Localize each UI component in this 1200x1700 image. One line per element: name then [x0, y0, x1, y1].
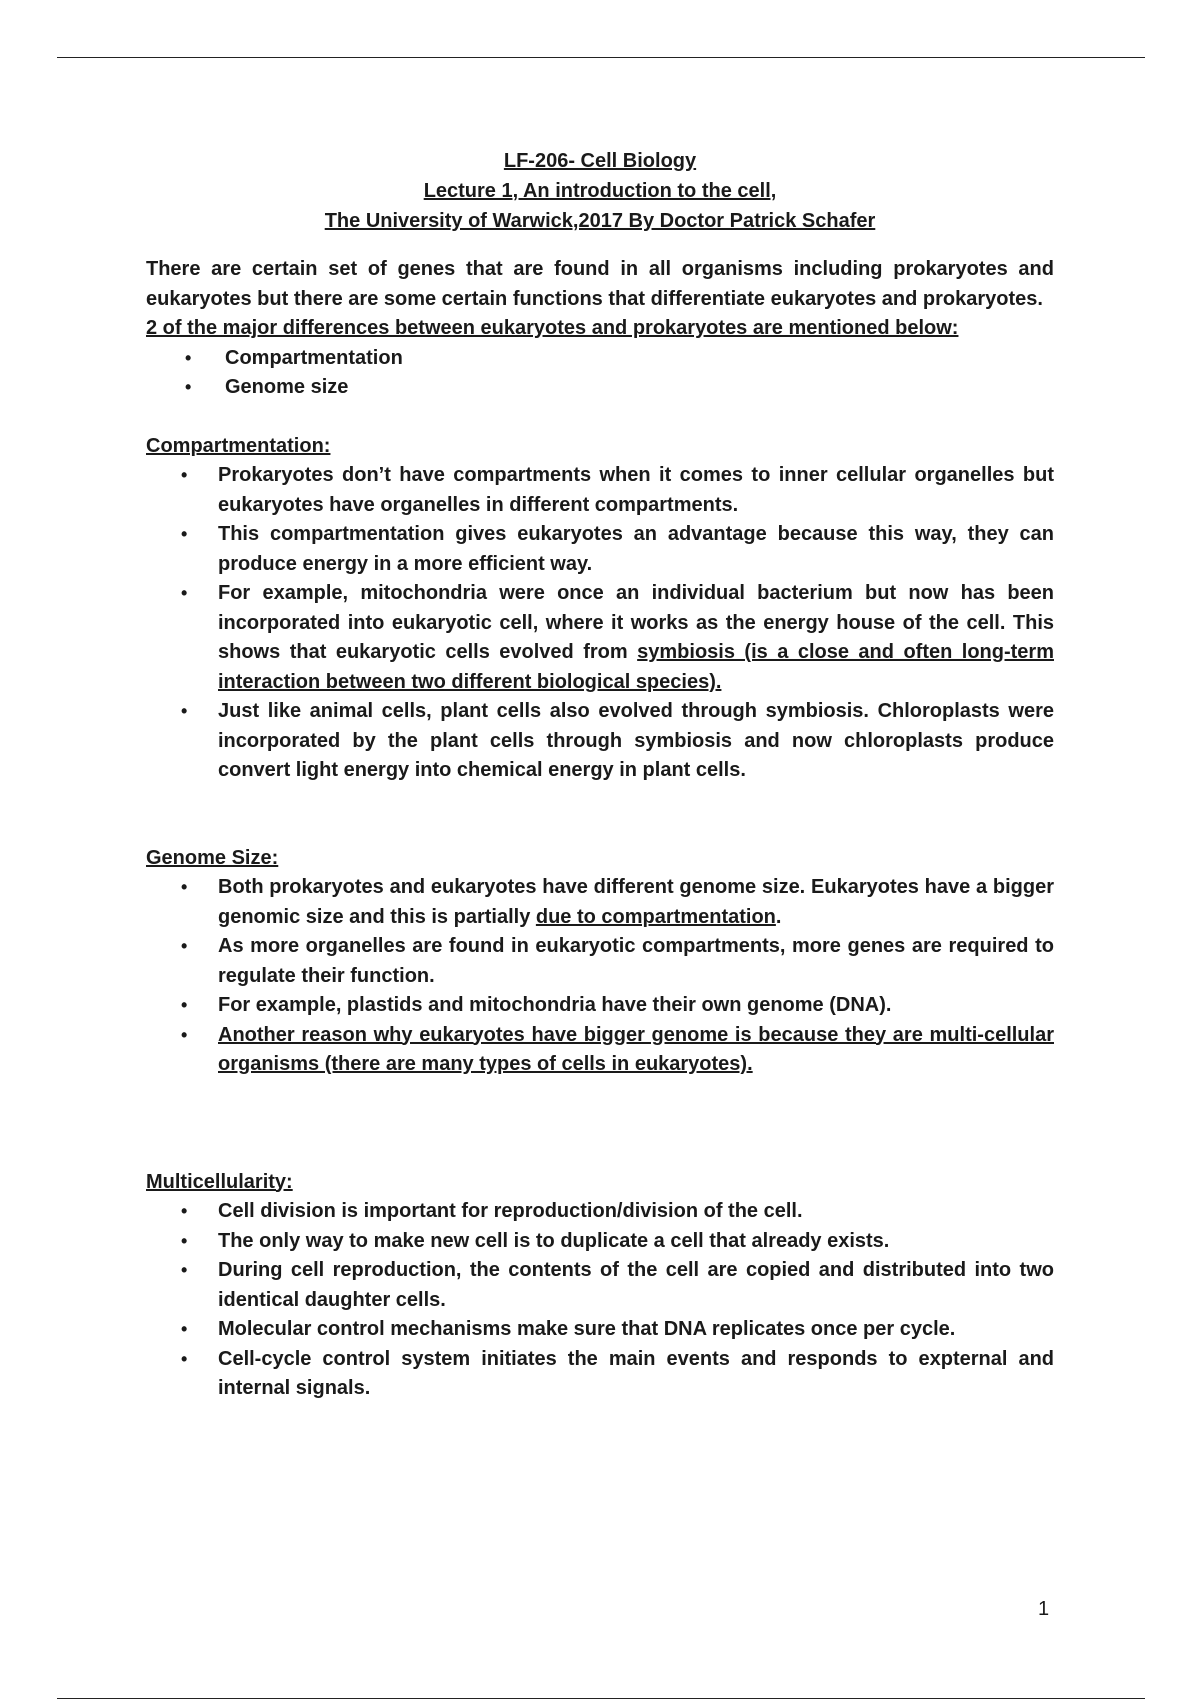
major-differences-heading: 2 of the major differences between eukaryotes and prokaryotes are mentioned below: — [146, 317, 959, 339]
list-item — [146, 991, 1054, 1021]
list-item-text: The only way to make new cell is to duplicate a cell that already exists. — [218, 1229, 890, 1252]
list-item — [146, 697, 1054, 786]
list-item-text: Just like animal cells, plant cells also evolved through symbiosis. Chloroplasts were incorporated by the plant cells through symbiosis and now chloroplasts produce convert light energy into chemical energy in plant cells. — [218, 700, 1054, 781]
bullet-icon: • — [181, 701, 188, 721]
bullet-icon: • — [185, 347, 192, 368]
list-item-text: As more organelles are found in eukaryotic compartments, more genes are required to regulate their function. — [218, 935, 1054, 987]
course-title: LF-206- Cell Biology — [503, 150, 697, 172]
page-number: 1 — [1038, 1598, 1050, 1620]
bullet-icon: • — [181, 936, 188, 956]
list-item-text: Genome size — [225, 376, 349, 398]
footer-rule — [57, 1698, 1145, 1699]
list-item-text: For example, plastids and mitochondria have their own genome (DNA). — [218, 994, 892, 1016]
compartmentation-heading: Compartmentation: — [146, 434, 331, 457]
multicellularity-heading: Multicellularity: — [146, 1170, 293, 1193]
list-item-text: Molecular control mechanisms make sure that DNA replicates once per cycle. — [218, 1318, 956, 1340]
title-block — [146, 146, 1054, 236]
bullet-icon: • — [181, 1260, 188, 1280]
list-item — [146, 344, 1054, 374]
list-item — [146, 579, 1054, 697]
underlined-phrase: due to compartmentation — [535, 905, 776, 928]
list-item — [146, 1197, 1054, 1227]
list-item-text: . — [775, 905, 782, 928]
list-item — [146, 1021, 1054, 1080]
bullet-icon: • — [181, 1230, 188, 1251]
bullet-icon: • — [181, 995, 188, 1015]
symbiosis-definition: symbiosis (is a close and often long-term interaction between two different biological species). — [218, 641, 1054, 693]
bullet-icon: • — [181, 465, 188, 485]
list-item — [146, 932, 1054, 991]
multicellularity-list — [146, 1197, 1054, 1404]
list-item — [146, 873, 1054, 932]
document-body — [146, 146, 1054, 1404]
bullet-icon: • — [181, 1024, 188, 1045]
bullet-icon: • — [185, 377, 192, 397]
list-item — [146, 1315, 1054, 1345]
institution-line: The University of Warwick,2017 By Doctor Patrick Schafer — [324, 210, 876, 232]
intro-paragraph: There are certain set of genes that are found in all organisms including prokaryotes and eukaryotes but there are some certain functions that differentiate eukaryotes and prokaryotes. — [146, 258, 1054, 310]
genome-size-heading: Genome Size: — [146, 846, 279, 869]
compartmentation-list — [146, 461, 1054, 786]
list-item-text: Compartmentation — [225, 346, 403, 369]
bullet-icon: • — [181, 877, 188, 897]
lecture-title: Lecture 1, An introduction to the cell, — [423, 180, 777, 202]
list-item-text: Cell division is important for reproduction/division of the cell. — [218, 1200, 803, 1222]
list-item — [146, 520, 1054, 579]
bullet-icon: • — [181, 1201, 188, 1221]
genome-size-list — [146, 873, 1054, 1080]
list-item — [146, 1345, 1054, 1404]
list-item-text: Prokaryotes don’t have compartments when it comes to inner cellular organelles but eukaryotes have organelles in different compartments. — [218, 464, 1054, 516]
list-item — [146, 373, 1054, 403]
major-differences-list — [146, 344, 1054, 403]
header-rule — [57, 57, 1145, 58]
list-item-text: Cell-cycle control system initiates the main events and responds to expternal and internal signals. — [218, 1347, 1054, 1399]
list-item-text: Another reason why eukaryotes have bigger genome is because they are multi-cellular organisms (there are many types of cells in eukaryotes). — [218, 1023, 1054, 1075]
bullet-icon: • — [181, 1348, 188, 1369]
list-item-text: For example, mitochondria were once an individual bacterium but now has been incorporated into eukaryotic cell, where it works as the energy house of the cell. This shows that eukaryotic cells evolved from — [218, 582, 1054, 663]
list-item-text: This compartmentation gives eukaryotes an advantage because this way, they can produce energy in a more efficient way. — [218, 523, 1054, 575]
list-item — [146, 1227, 1054, 1257]
bullet-icon: • — [181, 524, 188, 544]
bullet-icon: • — [181, 1319, 188, 1339]
list-item — [146, 461, 1054, 520]
list-item — [146, 1256, 1054, 1315]
list-item-text: Both prokaryotes and eukaryotes have different genome size. Eukaryotes have a bigger genomic size and this is partially — [218, 876, 1054, 928]
bullet-icon: • — [181, 583, 188, 603]
list-item-text: During cell reproduction, the contents of the cell are copied and distributed into two identical daughter cells. — [218, 1259, 1054, 1311]
